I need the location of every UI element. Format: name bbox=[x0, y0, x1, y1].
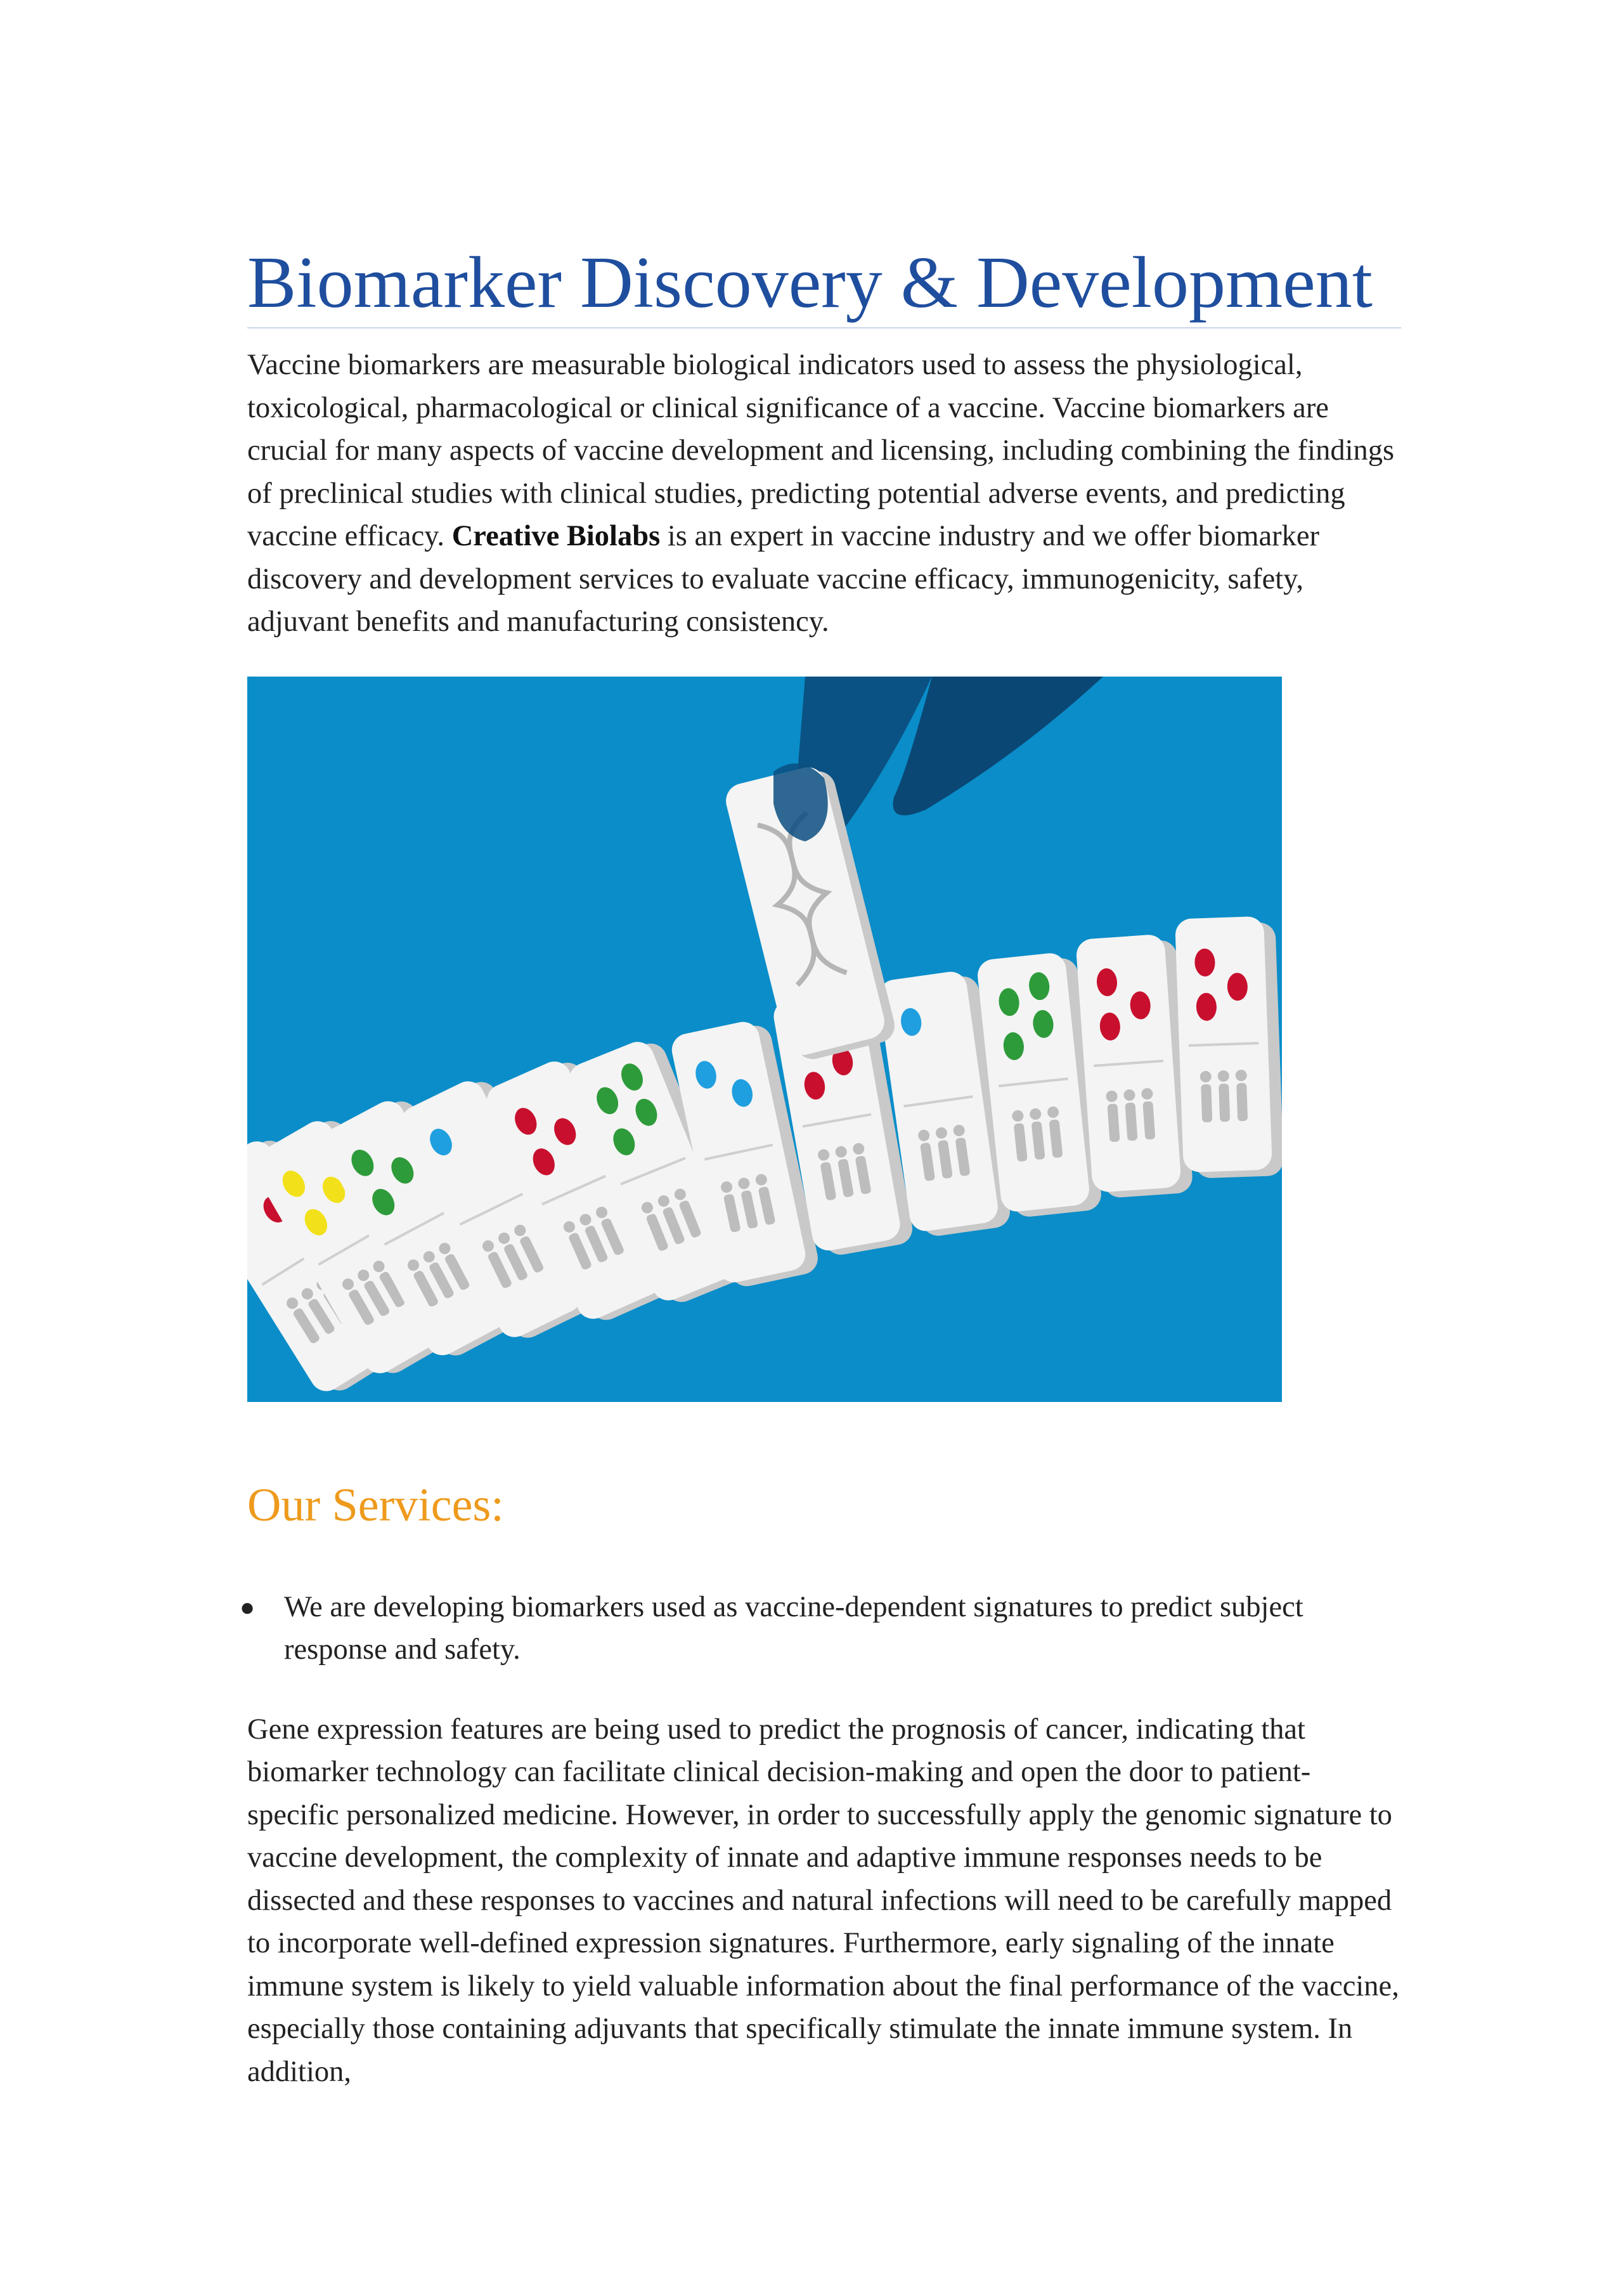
body-paragraph: Gene expression features are being used to predict the prognosis of cancer, indicating that biomarker technology can facilitate clinical decision-making and open the door to patient-specific personalized medicine. However, in order to successfully apply the genomic signature to vaccine development, the complexity of innate and adaptive immune responses needs to be dissected and these responses to vaccines and natural infections will need to be carefully mapped to incorporate well-defined expression signatures. Furthermore, early signaling of the innate immune system is likely to yield valuable information about the final performance of the vaccine, especially those containing adjuvants that specifically stimulate the innate immune system. In addition, bbox=[247, 1713, 1399, 2088]
document-page bbox=[240, 241, 1401, 2093]
intro-text-end: is an expert in vaccine industry and we offer biomarker discovery and development services to evaluate vaccine efficacy, immunogenicity, safety, adjuvant benefits and manufacturing consistency. bbox=[247, 520, 1320, 638]
company-name: Creative Biolabs bbox=[451, 520, 661, 552]
services-list bbox=[240, 1586, 1401, 1671]
domino-illustration-svg bbox=[247, 677, 1282, 1402]
domino-tile bbox=[1175, 916, 1282, 1179]
page-title: Biomarker Discovery & Development bbox=[247, 241, 1401, 328]
domino-illustration bbox=[247, 677, 1282, 1402]
service-item-text: We are developing biomarkers used as vaccine-dependent signatures to predict subject response and safety. bbox=[284, 1590, 1303, 1666]
services-heading: Our Services: bbox=[247, 1479, 504, 1531]
bullet-icon: ● bbox=[240, 1592, 255, 1621]
intro-paragraph bbox=[247, 344, 1401, 644]
intro-text-start: Vaccine biomarkers are measurable biological indicators used to assess the physiological, toxicological, pharmacological or clinical significance of a vaccine. Vaccine biomarkers are crucial for many aspects of vaccine development and licensing, including combining the findings of preclinical studies with clinical studies, predicting potential adverse events, and predicting vaccine efficacy. bbox=[247, 349, 1395, 552]
domino-tile bbox=[1075, 933, 1193, 1199]
service-item bbox=[240, 1586, 1401, 1671]
